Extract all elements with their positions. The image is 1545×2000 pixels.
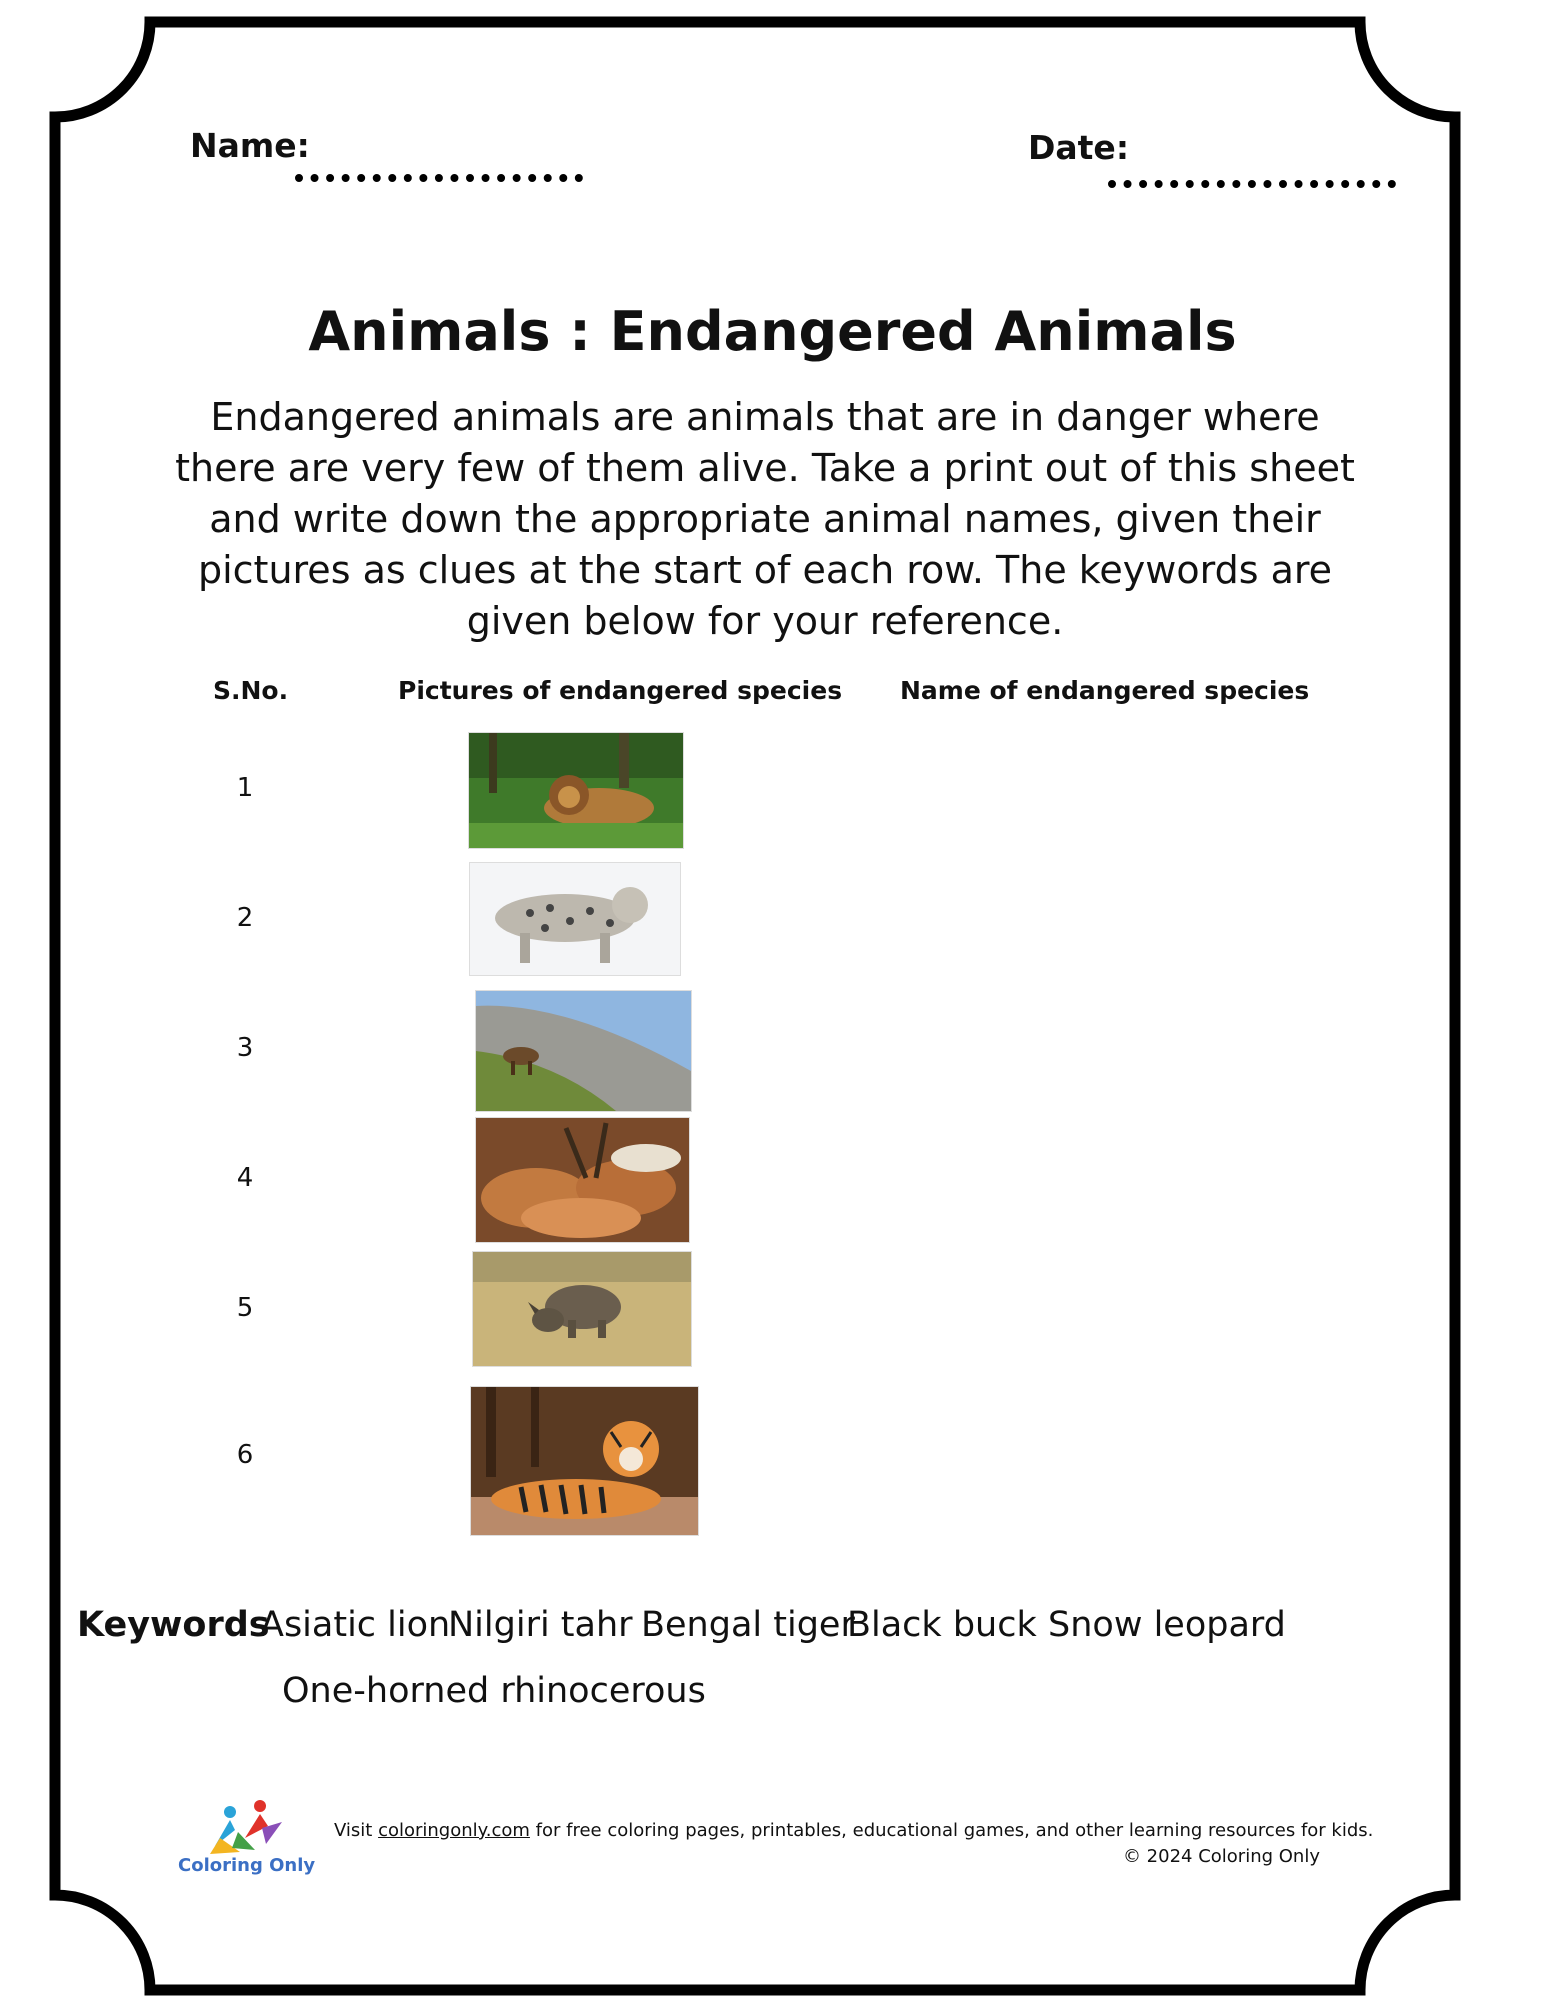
name-field-line[interactable]: [295, 174, 583, 182]
nilgiri-tahr-photo-icon: [475, 990, 692, 1112]
row-number-3: 3: [236, 1033, 254, 1063]
row-number-5: 5: [236, 1293, 254, 1323]
column-header-sno: S.No.: [213, 676, 289, 705]
keyword-item: Black buck: [847, 1605, 1037, 1645]
keyword-item: Nilgiri tahr: [448, 1605, 633, 1645]
row-number-4: 4: [236, 1163, 254, 1193]
row-number-6: 6: [236, 1440, 254, 1470]
keyword-item: Asiatic lion: [260, 1605, 451, 1645]
row-number-1: 1: [236, 773, 254, 803]
date-field-line[interactable]: [1108, 180, 1396, 188]
row-number-2: 2: [236, 903, 254, 933]
keyword-item: Snow leopard: [1048, 1605, 1286, 1645]
snow-leopard-photo-icon: [469, 862, 681, 976]
footer-visit-line: [334, 1820, 1373, 1841]
rhinoceros-photo-icon: [472, 1251, 692, 1367]
keyword-item: One-horned rhinocerous: [282, 1671, 706, 1711]
keyword-item: Bengal tiger: [641, 1605, 855, 1645]
footer-visit-suffix: for free coloring pages, printables, educational games, and other learning resources for kids.: [529, 1820, 1374, 1841]
date-label: Date:: [1028, 128, 1130, 167]
page-title: Animals : Endangered Animals: [308, 300, 1237, 363]
footer-visit-prefix: Visit: [334, 1820, 379, 1841]
intro-paragraph: Endangered animals are animals that are in danger where there are very few of them alive. Take a print out of this sheet and write down the appropriate animal names, given their pictures as clues at the start of each row. The keywords are given below for your reference.: [175, 395, 1355, 643]
black-buck-photo-icon: [475, 1117, 690, 1243]
tiger-photo-icon: [470, 1386, 699, 1536]
column-header-pictures: Pictures of endangered species: [398, 676, 843, 705]
name-label: Name:: [190, 126, 310, 165]
coloringonly-link[interactable]: coloringonly.com: [378, 1820, 530, 1841]
column-header-names: Name of endangered species: [900, 676, 1310, 705]
logo-text: Coloring Only: [178, 1855, 316, 1876]
lion-photo-icon: [468, 732, 684, 849]
coloring-only-logo-icon: [200, 1798, 290, 1858]
keywords-label: Keywords: [77, 1605, 270, 1645]
footer-copyright: © 2024 Coloring Only: [1122, 1846, 1320, 1867]
